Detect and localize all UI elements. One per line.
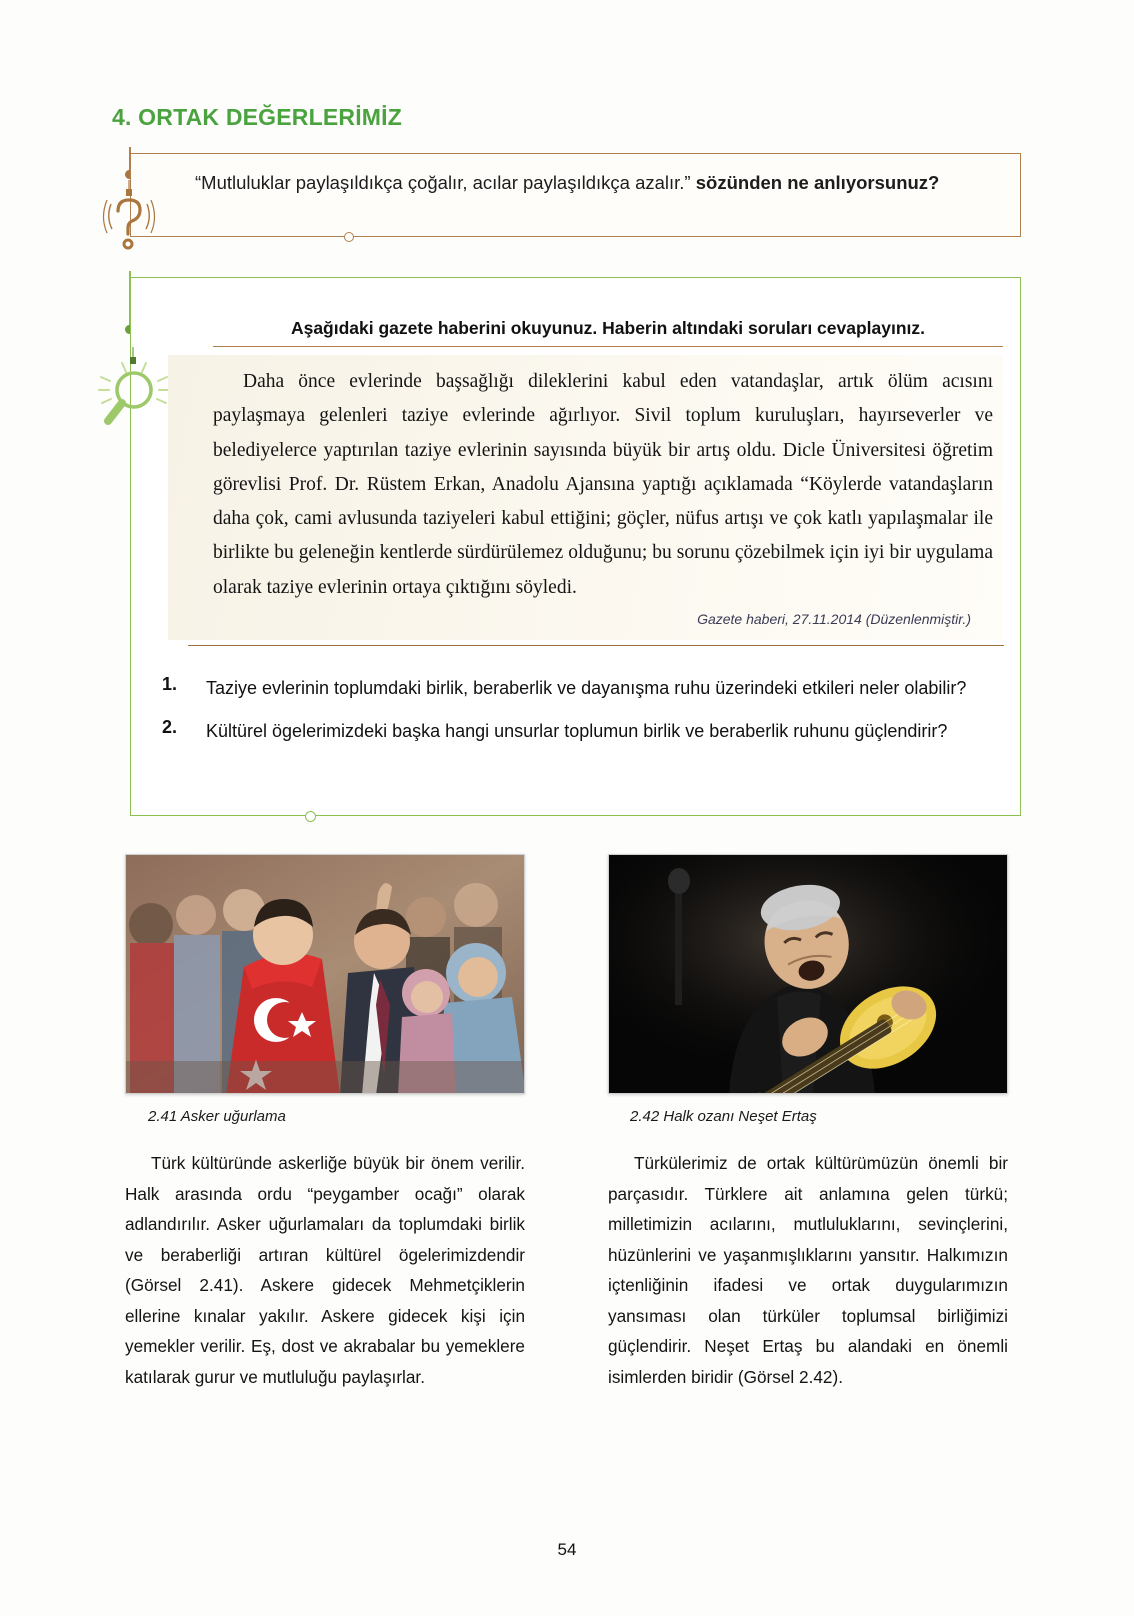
page-title: 4. ORTAK DEĞERLERİMİZ bbox=[112, 104, 403, 130]
body-column-left: Türk kültüründe askerliğe büyük bir önem verilir. Halk arasında ordu “peygamber ocağı” olarak adlandırılır. Asker uğurlamaları da toplumdaki birlik ve beraberliği artıran kültürel ögelerimizdendir (Görsel 2.41). Askere gidecek Mehmetçiklerin ellerine kınalar yakılır. Askere gidecek kişi için yemekler verilir. Eş, dost ve akrabalar bu yemeklere katılarak gurur ve mutluluğu paylaşırlar. bbox=[125, 1153, 525, 1387]
question-text: Taziye evlerinin toplumdaki birlik, beraberlik ve dayanışma ruhu üzerindeki etkileri neler olabilir? bbox=[206, 678, 967, 698]
page-number: 54 bbox=[557, 1540, 577, 1559]
news-source-line: Gazete haberi, 27.11.2014 (Düzenlenmiştir.) bbox=[697, 611, 971, 627]
question-box-bottom-dot bbox=[344, 232, 354, 242]
question-number: 2. bbox=[162, 717, 178, 737]
activity-instruction: Aşağıdaki gazete haberini okuyunuz. Haberin altındaki soruları cevaplayınız. bbox=[213, 318, 1003, 347]
figure-caption: 2.41 Asker uğurlama bbox=[148, 1108, 286, 1125]
figure-caption: 2.42 Halk ozanı Neşet Ertaş bbox=[630, 1108, 817, 1125]
question-mark-icon bbox=[98, 178, 160, 252]
halk-ozani-photo bbox=[608, 854, 1008, 1094]
reflection-question bbox=[195, 168, 1003, 198]
magnifier-icon bbox=[96, 345, 170, 437]
quote-prompt: sözünden ne anlıyorsunuz? bbox=[695, 172, 940, 193]
body-column-right: Türkülerimiz de ortak kültürümüzün önemli bir parçasıdır. Türklere ait anlamına gelen türkü; milletimizin acılarını, mutluluklarını, sevinçlerini, hüzünlerini ve yaşanmışlıklarını yansıtır. Halkımızın içtenliğinin ifadesi ve ortak duygularımızın yansıması olan türküler toplumsal birliğimizi güçlendirir. Neşet Ertaş bu alandaki en önemli isimlerden biridir (Görsel 2.42). bbox=[608, 1153, 1008, 1387]
news-divider bbox=[188, 645, 1004, 646]
asker-ugurlama-photo bbox=[125, 854, 525, 1094]
activity-box-bottom-dot bbox=[305, 811, 316, 822]
list-item bbox=[162, 674, 997, 703]
list-item bbox=[162, 717, 997, 746]
question-number: 1. bbox=[162, 674, 178, 694]
question-list bbox=[162, 674, 997, 760]
news-article-text: Daha önce evlerinde başsağlığı dileklerini kabul eden vatandaşlar, artık ölüm acısını paylaşmaya gelenleri taziye evlerinde ağırlıyor. Sivil toplum kuruluşları, hayırseverler ve belediyelerce yaptırılan taziye evlerinin sayısında büyük bir artış oldu. Dicle Üniversitesi öğretim görevlisi Prof. Dr. Rüstem Erkan, Anadolu Ajansına yaptığı açıklamada “Köylerde vatandaşların daha çok, cami avlusunda taziyeleri kabul ettiğini; göçler, nüfus artışı ve çok katlı yapılaşmalar ile birlikte bu geleneğin kentlerde sürdürülemez olduğunu; bu sorunu çözebilmek için iyi bir uygulama olarak taziye evlerinin ortaya çıktığını söyledi. bbox=[213, 371, 993, 598]
quote-text: “Mutluluklar paylaşıldıkça çoğalır, acılar paylaşıldıkça azalır.” bbox=[195, 172, 691, 193]
news-clipping bbox=[168, 355, 1003, 640]
question-text: Kültürel ögelerimizdeki başka hangi unsurlar toplumun birlik ve beraberlik ruhunu güçlendirir? bbox=[206, 721, 948, 741]
